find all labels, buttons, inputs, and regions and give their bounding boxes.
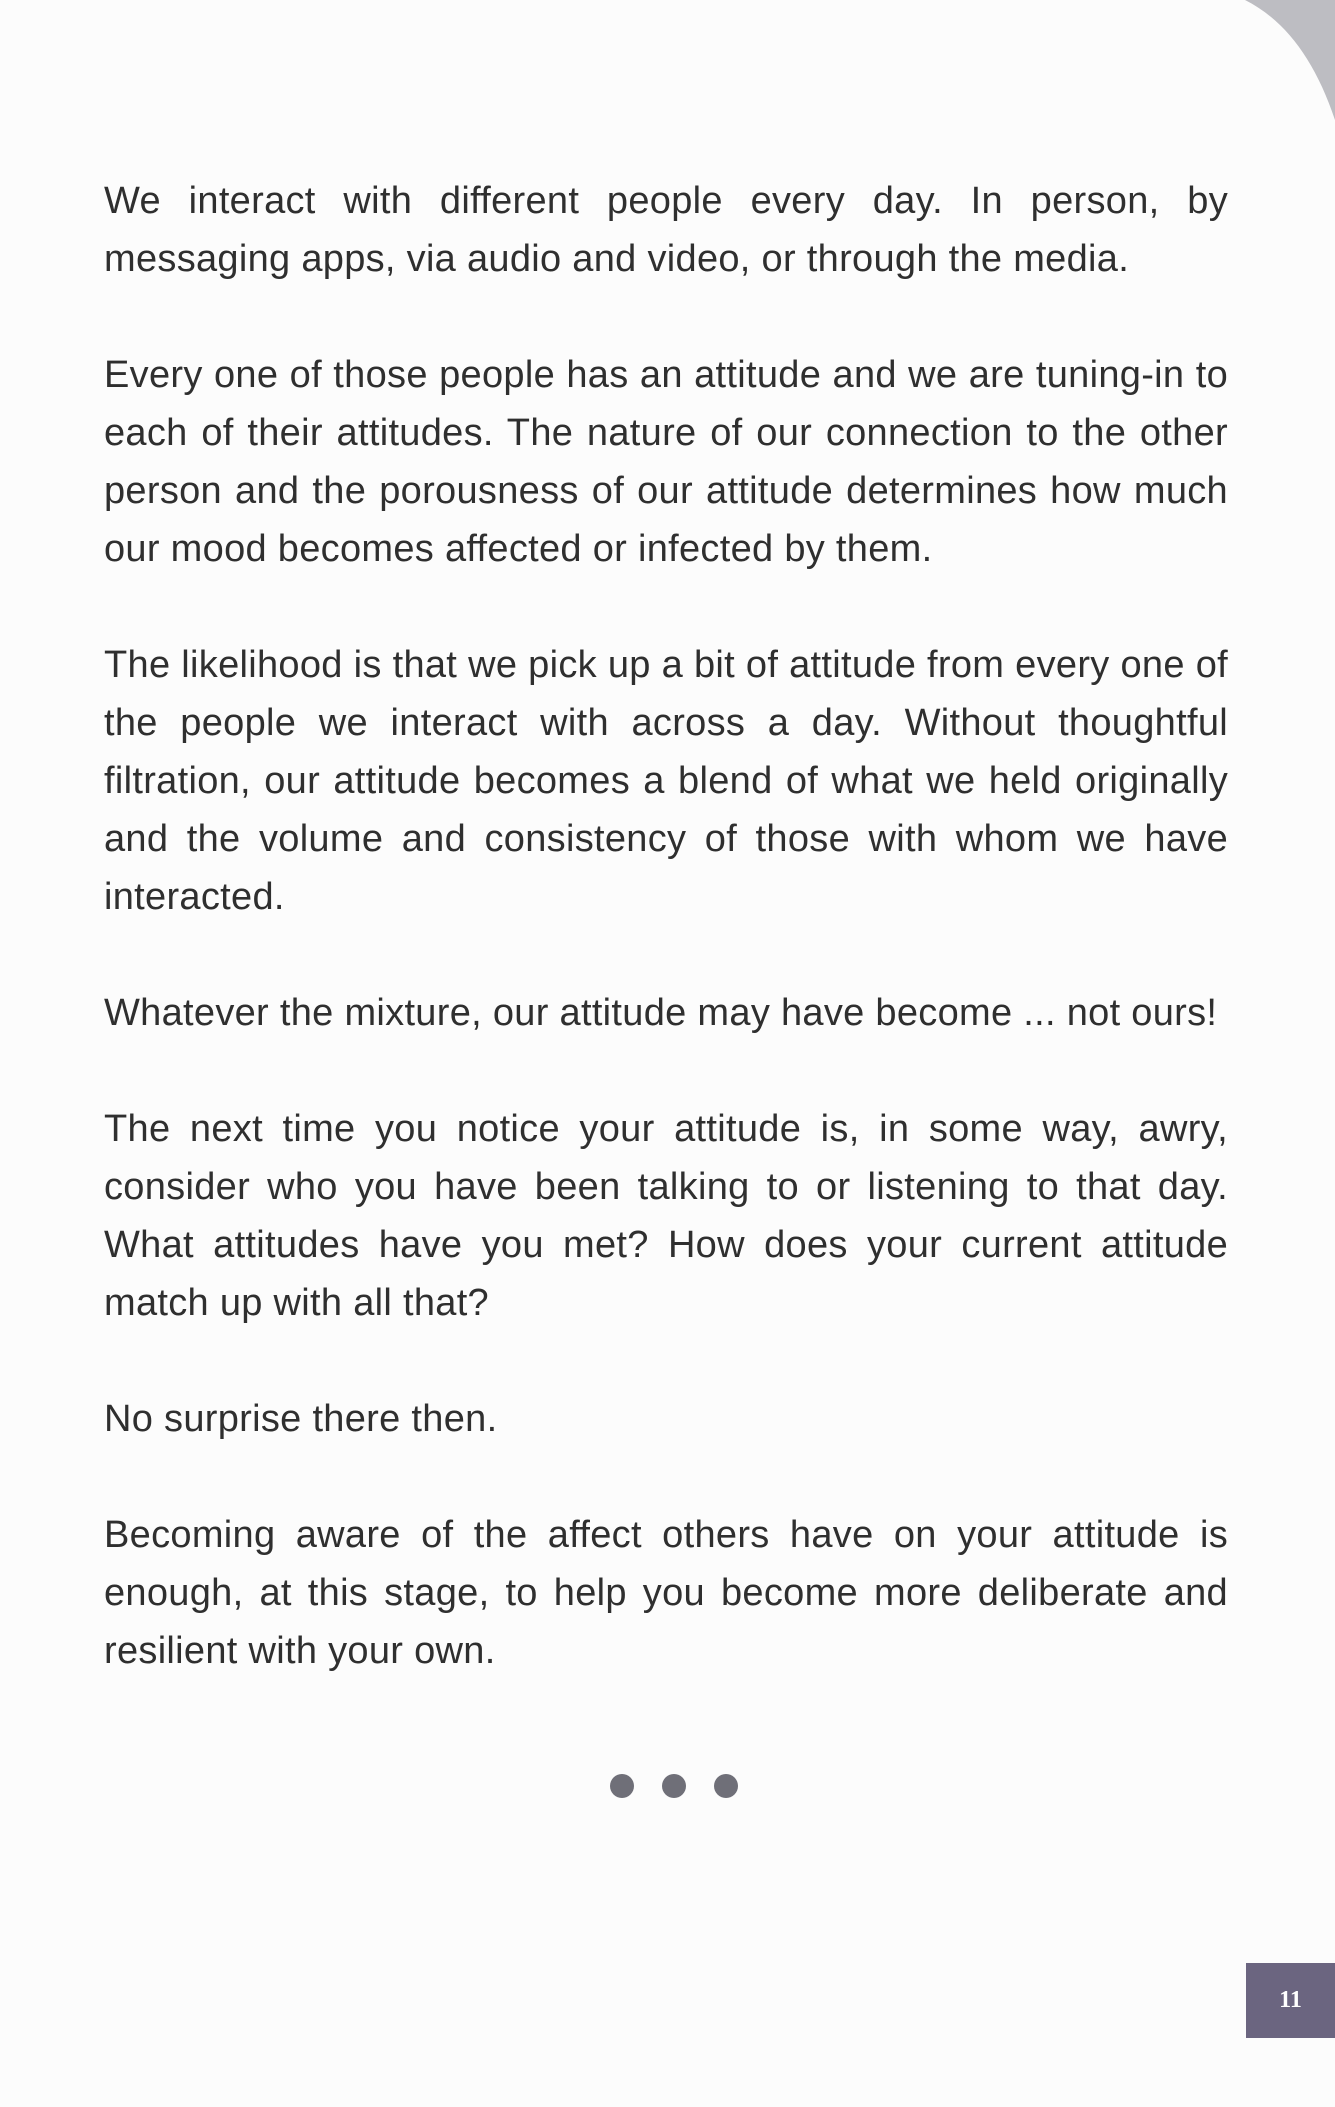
paragraph-7: Becoming aware of the affect others have on your attitude is enough, at this stage, to help you become more deliberate and resilient with your own. — [104, 1514, 1228, 1672]
paragraph-4: Whatever the mixture, our attitude may have become ... not ours! — [104, 992, 1218, 1034]
section-separator — [610, 1774, 738, 1798]
page-corner-tab — [1245, 0, 1335, 120]
paragraph-6: No surprise there then. — [104, 1398, 498, 1440]
page-number-badge — [1246, 1963, 1335, 2038]
page-number: 11 — [1279, 1987, 1302, 2013]
separator-dot-icon — [610, 1774, 634, 1798]
separator-dot-icon — [662, 1774, 686, 1798]
body-text — [104, 172, 1228, 1680]
paragraph-3: The likelihood is that we pick up a bit of attitude from every one of the people we interact with across a day. Without thoughtful filtration, our attitude becomes a blend of what we held originally and the volume and consistency of those with whom we have interacted. — [104, 644, 1228, 918]
separator-dot-icon — [714, 1774, 738, 1798]
paragraph-1: We interact with different people every day. In person, by messaging apps, via audio and video, or through the media. — [104, 180, 1228, 280]
paragraph-2: Every one of those people has an attitude and we are tuning-in to each of their attitudes. The nature of our connection to the other person and the porousness of our attitude determines how much our mood becomes affected or infected by them. — [104, 354, 1228, 570]
paragraph-5: The next time you notice your attitude is, in some way, awry, consider who you have been talking to or listening to that day. What attitudes have you met? How does your current attitude match up with all that? — [104, 1108, 1228, 1324]
